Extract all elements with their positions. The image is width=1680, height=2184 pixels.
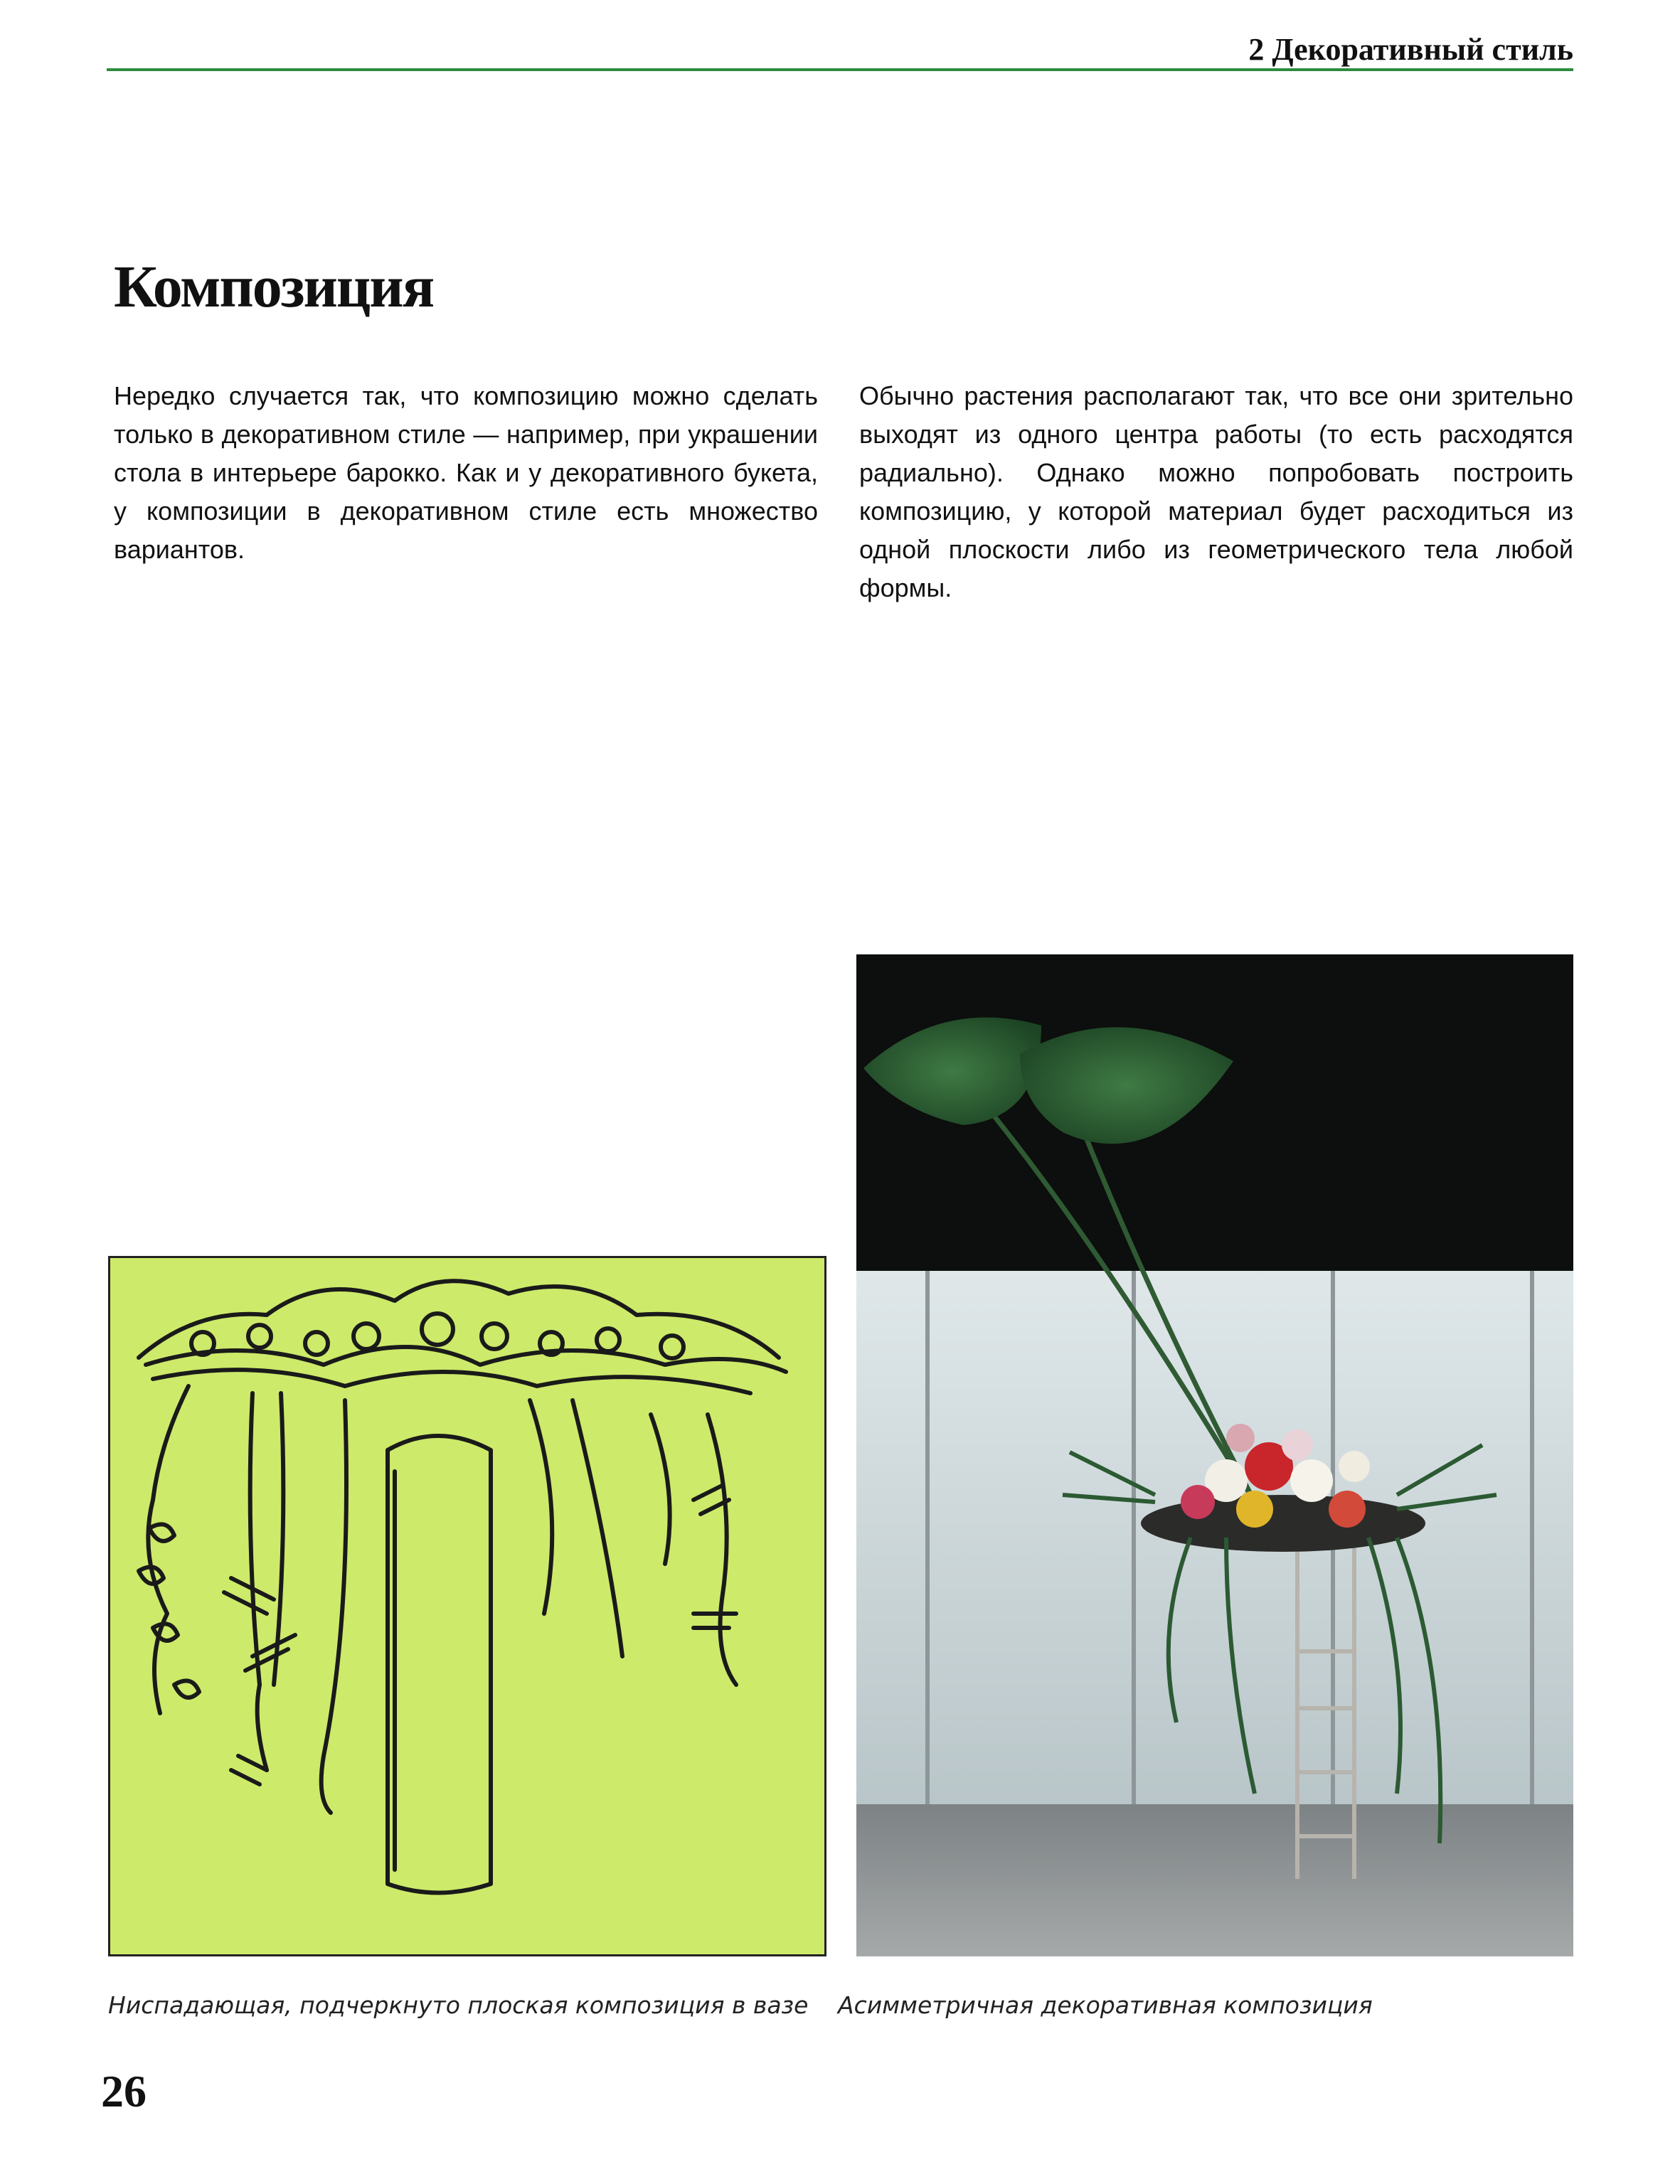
body-paragraph-left: Нередко случается так, что композицию можно сделать только в декоративном стиле — например, при украшении стола в интерьере барокко. Как и у декоративного букета, у композиции в декоративном стиле есть множество вариантов. <box>114 381 818 564</box>
caption-left: Ниспадающая, подчеркнуто плоская композиция в вазе <box>108 1991 809 2019</box>
body-paragraph-right: Обычно растения располагают так, что все они зрительно выходят из одного центра работы (то есть расходятся радиально). Однако можно попробовать построить композицию, у которой материал будет расходиться из одной плоскости либо из геометрического тела любой формы. <box>859 381 1573 602</box>
running-head: 2 Декоративный стиль <box>1248 32 1573 67</box>
section-title: Композиция <box>114 254 434 320</box>
caption-right: Асимметричная декоративная композиция <box>838 1991 1373 2019</box>
sketch-illustration <box>108 1256 826 1956</box>
arrangement-photo <box>856 954 1573 1956</box>
page-number: 26 <box>101 2066 147 2116</box>
header-rule <box>107 68 1573 71</box>
